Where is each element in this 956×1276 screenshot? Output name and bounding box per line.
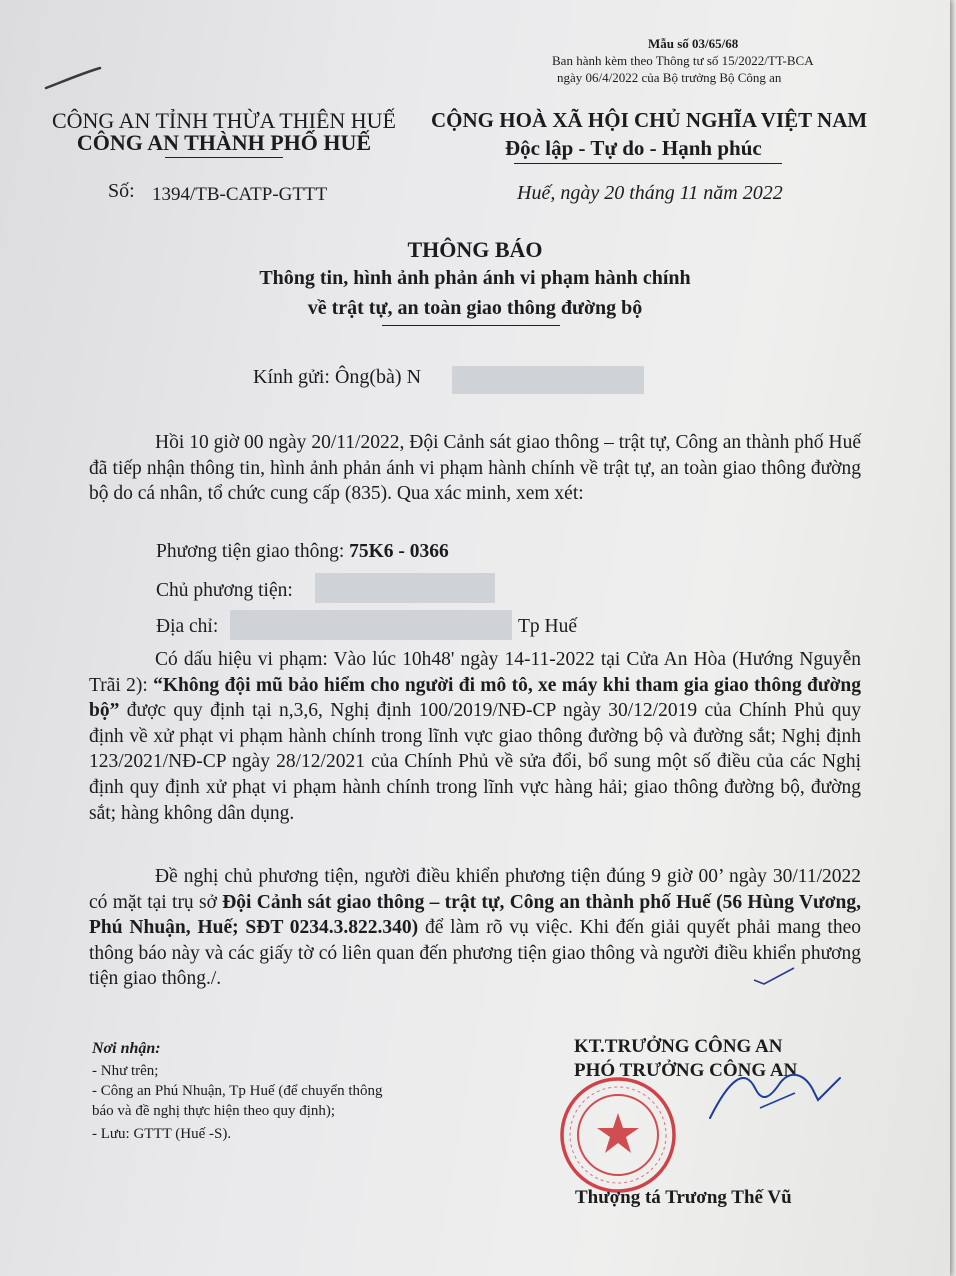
handwritten-signature-icon	[700, 1048, 850, 1138]
recipient-salutation: Kính gửi: Ông(bà) N	[253, 366, 422, 388]
org-parent: CÔNG AN TỈNH THỪA THIÊN HUẾ	[51, 108, 396, 133]
nation-name: CỘNG HOÀ XÃ HỘI CHỦ NGHĨA VIỆT NAM	[431, 108, 868, 132]
vehicle-label: Phương tiện giao thông:	[156, 541, 350, 562]
signature-title-1: KT.TRƯỞNG CÔNG AN	[574, 1036, 783, 1057]
recipient-item: báo và đề nghị thực hiện theo quy định);	[92, 1103, 336, 1119]
redacted-owner	[315, 573, 495, 603]
form-issued-line-1: Ban hành kèm theo Thông tư số 15/2022/TT-BCA	[552, 53, 814, 68]
pen-mark-icon	[44, 64, 104, 94]
request-intro: Đề nghị chủ phương tiện, người điều khiển phương tiện đúng 9 giờ 00’ ngày 30/11/2022 có mặt tại trụ sở	[89, 866, 861, 913]
address-label: Địa chỉ:	[156, 616, 219, 637]
recipient-item: - Công an Phú Nhuận, Tp Huế (để chuyển thông	[92, 1083, 383, 1099]
redacted-name	[452, 366, 644, 394]
pen-tick-icon	[750, 962, 798, 988]
intro-paragraph: Hồi 10 giờ 00 ngày 20/11/2022, Đội Cảnh sát giao thông – trật tự, Công an thành phố Huế đã tiếp nhận thông tin, hình ảnh phản ánh vi phạm hành chính về trật tự, an toàn giao thông đường bộ do cá nhân, tổ chức cung cấp (835). Qua xác minh, xem xét:	[89, 432, 861, 505]
org-underline	[165, 157, 283, 158]
place-date: Huế, ngày 20 tháng 11 năm 2022	[517, 182, 783, 204]
vehicle-line	[156, 541, 449, 563]
redacted-address	[230, 610, 512, 640]
org-unit: CÔNG AN THÀNH PHỐ HUẾ	[76, 130, 372, 155]
recipient-item: - Lưu: GTTT (Huế -S).	[92, 1126, 232, 1142]
official-stamp-icon	[556, 1073, 680, 1197]
request-instructions: để làm rõ vụ việc. Khi đến giải quyết phải mang theo thông báo này và các giấy tờ có liên quan đến phương tiện giao thông và người điều khiển phương tiện giao thông./.	[89, 917, 861, 990]
motto-underline	[514, 163, 782, 164]
violation-legal-basis: được quy định tại n,3,6, Nghị định 100/2019/NĐ-CP ngày 30/12/2019 của Chính Phủ quy định về xử phạt vi phạm hành chính trong lĩnh vực giao thông đường bộ và đường sắt; Nghị định 123/2021/NĐ-CP ngày 28/12/2021 của Chính Phủ về sửa đổi, bổ sung một số điều của các Nghị định quy định xử phạt vi phạm hành chính trong lĩnh vực hàng hải; giao thông đường bộ, đường sắt; hàng không dân dụng.	[89, 700, 861, 824]
recipient-item: - Như trên;	[92, 1063, 159, 1079]
motto: Độc lập - Tự do - Hạnh phúc	[505, 136, 762, 160]
violation-intro: Có dấu hiệu vi phạm: Vào lúc 10h48' ngày 14-11-2022 tại Cửa An Hòa (Hướng Nguyễn Trãi 2):	[89, 649, 861, 696]
doc-number-value: 1394/TB-CATP-GTTT	[152, 184, 328, 205]
recipients-title: Nơi nhận:	[92, 1040, 161, 1057]
address-city: Tp Huế	[518, 616, 578, 637]
form-issued-line-2: ngày 06/4/2022 của Bộ trưởng Bộ Công an	[557, 70, 782, 85]
vehicle-plate: 75K6 - 0366	[349, 541, 449, 562]
owner-label: Chủ phương tiện:	[156, 580, 293, 601]
document-subtitle-2: về trật tự, an toàn giao thông đường bộ	[307, 297, 643, 319]
document-title: THÔNG BÁO	[407, 237, 543, 262]
form-number: Mẫu số 03/65/68	[648, 36, 739, 51]
subtitle-underline	[382, 325, 560, 326]
violation-description: “Không đội mũ bảo hiểm cho người đi mô tô, xe máy khi tham gia giao thông đường bộ”	[89, 674, 861, 722]
signature-title-2: PHÓ TRƯỞNG CÔNG AN	[574, 1060, 798, 1081]
document-subtitle-1: Thông tin, hình ảnh phản ánh vi phạm hành chính	[259, 267, 691, 289]
signer-name: Thượng tá Trương Thế Vũ	[575, 1187, 792, 1208]
doc-number-label: Số:	[108, 180, 135, 202]
violation-paragraph	[89, 647, 861, 826]
request-paragraph	[89, 864, 861, 992]
request-location: Đội Cảnh sát giao thông – trật tự, Công an thành phố Huế (56 Hùng Vương, Phú Nhuận, Huế; SĐT 0234.3.822.340)	[89, 891, 861, 939]
